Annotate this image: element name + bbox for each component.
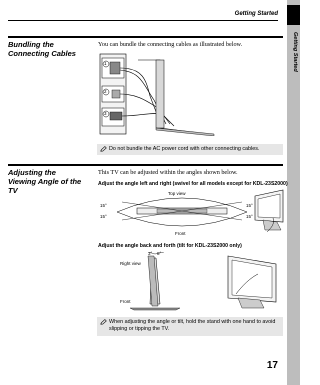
bundling-body-text: You can bundle the connecting cables as illustrated below. [98,41,243,48]
angle-note-line: slipping or tipping the TV. [109,326,170,332]
angle-note [97,317,283,336]
section-rule-angle [8,164,283,166]
section-title-line: Viewing Angle of the [8,177,82,186]
top-view-label: Top view [168,191,186,196]
bundling-note-text: Do not bundle the AC power cord with other connecting cables. [109,146,260,152]
running-header: Getting Started [234,11,278,17]
cable-bundling-illustration [98,52,218,136]
swivel-subheading: Adjust the angle left and right (swivel for all models except for KDL-23S2000) [98,181,288,187]
tilt-subheading: Adjust the angle back and forth (tilt for KDL-23S2000 only) [98,243,242,249]
right-view-label: Right view [120,261,141,266]
front-label: Front [175,231,186,236]
step-3-label: 3 [104,111,107,116]
step-2-label: 2 [104,89,107,94]
degree-left-top: 15° [100,203,107,208]
pencil-note-icon [100,146,107,152]
page-number: 17 [266,360,278,371]
pencil-note-icon [100,319,107,325]
side-tab-label: Getting Started [292,32,298,72]
angle-note-line: When adjusting the angle or tilt, hold the stand with one hand to avoid [109,319,276,325]
side-tab-marker [287,5,300,25]
degree-left-bottom: 15° [100,214,107,219]
tilt-angle-a: 3° [148,251,153,256]
section-title-bundling [8,40,86,58]
section-rule-bundling [8,36,283,38]
section-title-angle [8,168,86,195]
section-title-line: Adjusting the [8,168,56,177]
section-title-line: Bundling the [8,40,54,49]
front-label-tilt: Front [120,299,131,304]
tilt-angle-b: 8° [157,251,162,256]
angle-body-text: This TV can be adjusted within the angles shown below. [98,169,238,176]
degree-right-top: 15° [246,203,253,208]
swivel-illustration [97,188,287,236]
section-title-line: Connecting Cables [8,49,76,58]
header-rule [8,20,278,21]
section-title-line: TV [8,186,18,195]
step-1-label: 1 [104,61,107,66]
degree-right-bottom: 15° [246,214,253,219]
bundling-note [97,144,283,155]
